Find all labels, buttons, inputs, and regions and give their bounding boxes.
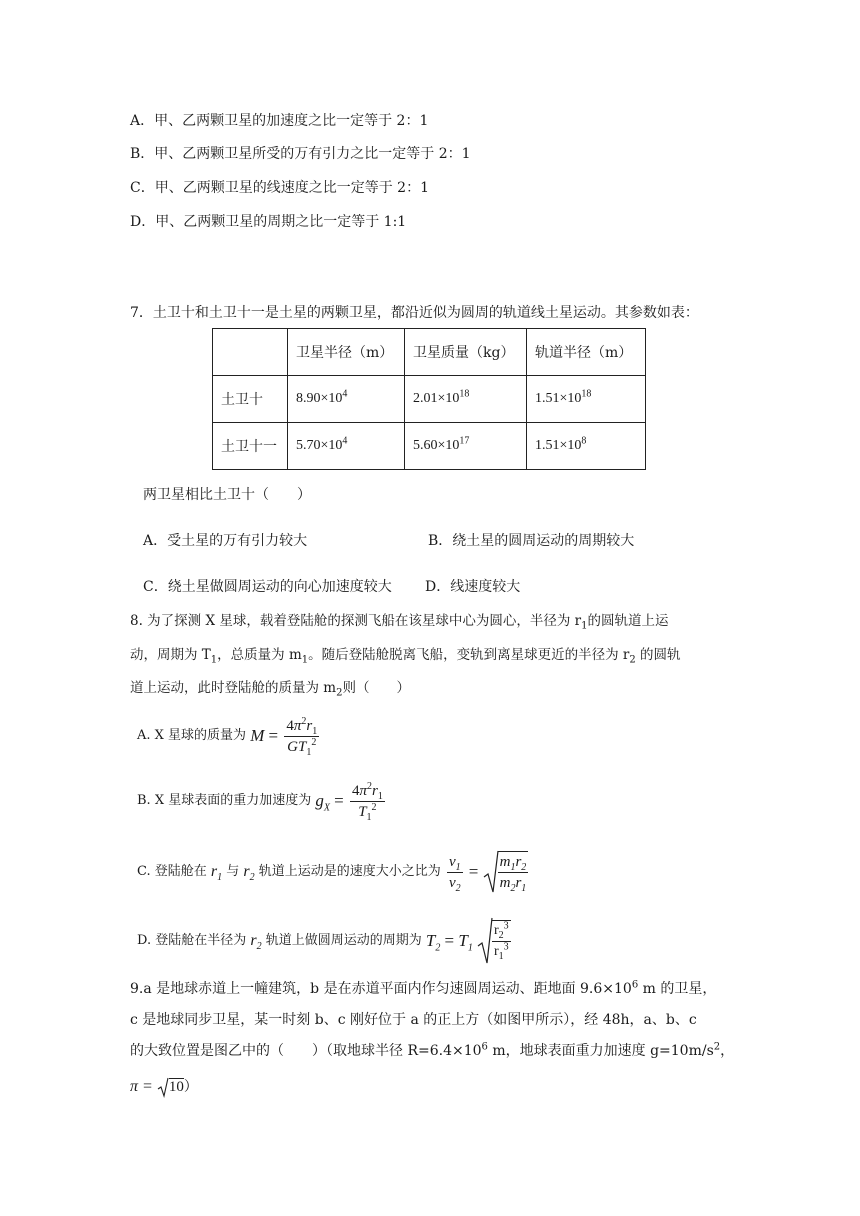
- q8-option-a: A. X 星球的质量为 M = $\frac{4\pi^2r_1}{GT_1^2}$: [137, 715, 318, 758]
- q8-stem-line2: 动，周期为 $T_1$，总质量为 $m_1$。随后登陆舱脱离飞船，变轨到离星球更近的半径为 $r_2$ 的圆轨: [130, 647, 681, 666]
- table-cell-orbit: $1.51\times 10^8$: [527, 423, 646, 470]
- formula-velocity-ratio: $\frac{v_1}{v_2}$: [448, 853, 461, 894]
- sqrt-symbol: 10: [157, 1074, 184, 1100]
- q8-stem-line1: 8. 为了探测 X 星球，载着登陆舱的探测飞船在该星球中心为圆心，半径为 $r_1$的圆轨道上运: [130, 613, 669, 632]
- formula-gravity: $\frac{4\pi^2r_1}{T_1^2}$: [351, 780, 383, 823]
- q8-stem-line3: 道上运动，此时登陆舱的质量为 $m_2$则（ ）: [130, 680, 410, 699]
- table-cell-radius: $8.90\times 10^4$: [288, 376, 405, 423]
- table-header-cell: [213, 329, 288, 376]
- table-cell-radius: $5.70\times 10^4$: [288, 423, 405, 470]
- q9-stem-line1: 9.a 是地球赤道上一幢建筑，b 是在赤道平面内作匀速圆周运动、距地面 $9.6\times 10^6$ m 的卫星，: [130, 979, 717, 997]
- table-header-cell: 卫星半径（m）: [288, 329, 405, 376]
- table-header-cell: 卫星质量（kg）: [405, 329, 527, 376]
- table-cell-mass: $5.60\times 10^{17}$: [405, 423, 527, 470]
- q8-option-c: C. 登陆舱在 $r_1$ 与 $r_2$ 轨道上运动是的速度大小之比为 $\frac{v_1}{v_2}$ = $\frac{m_1r_2}{m_2r_1}$: [137, 847, 530, 897]
- sqrt-symbol: $\frac{m_1r_2}{m_2r_1}$: [483, 847, 531, 897]
- table-cell-mass: $2.01\times 10^{18}$: [405, 376, 527, 423]
- table-cell-name: 土卫十: [213, 376, 288, 423]
- table-cell-orbit: $1.51\times 10^{18}$: [527, 376, 646, 423]
- formula-mass: $\frac{4\pi^2r_1}{GT_1^2}$: [286, 715, 318, 758]
- q6-option-b: B．甲、乙两颗卫星所受的万有引力之比一定等于 2：1: [130, 146, 471, 162]
- table-header-cell: 轨道半径（m）: [527, 329, 646, 376]
- q8-option-b: B. X 星球表面的重力加速度为 $g_X$ = $\frac{4\pi^2r_1}{T_1^2}$: [137, 780, 383, 823]
- q6-option-a: A．甲、乙两颗卫星的加速度之比一定等于 2：1: [130, 113, 429, 129]
- sqrt-symbol: $\frac{r_2^3}{r_1^3}$: [477, 915, 513, 967]
- q9-stem-line2: c 是地球同步卫星，某一时刻 b、c 刚好位于 a 的正上方（如图甲所示），经 48h，a、b、c: [130, 1012, 697, 1028]
- q7-option-d: D．线速度较大: [425, 579, 521, 595]
- q7-stem: 7．土卫十和土卫十一是土星的两颗卫星，都沿近似为圆周的轨道线土星运动。其参数如表：: [130, 305, 699, 321]
- table-row: [213, 376, 646, 423]
- q7-option-c: C．绕土星做圆周运动的向心加速度较大: [143, 579, 392, 595]
- q7-prompt: 两卫星相比土卫十（ ）: [143, 487, 311, 503]
- q9-stem-line4: π = 10）: [130, 1074, 198, 1100]
- q6-option-c: C．甲、乙两颗卫星的线速度之比一定等于 2：1: [130, 180, 429, 196]
- q6-option-d: D．甲、乙两颗卫星的周期之比一定等于 1:1: [130, 214, 407, 230]
- q9-stem-line3: 的大致位置是图乙中的（ ）（取地球半径 $R=6.4\times 10^6$ m，地球表面重力加速度 $g=10m/s^2$，: [130, 1041, 735, 1059]
- table-cell-name: 土卫十一: [213, 423, 288, 470]
- q7-option-b: B．绕土星的圆周运动的周期较大: [428, 533, 635, 549]
- table-row: [213, 423, 646, 470]
- q8-option-d: D. 登陆舱在半径为 $r_2$ 轨道上做圆周运动的周期为 $T_2 = T_1$ $\frac{r_2^3}{r_1^3}$: [137, 915, 513, 967]
- q7-option-a: A．受土星的万有引力较大: [143, 533, 308, 549]
- table-header-row: [213, 329, 646, 376]
- q7-parameter-table: [212, 328, 646, 470]
